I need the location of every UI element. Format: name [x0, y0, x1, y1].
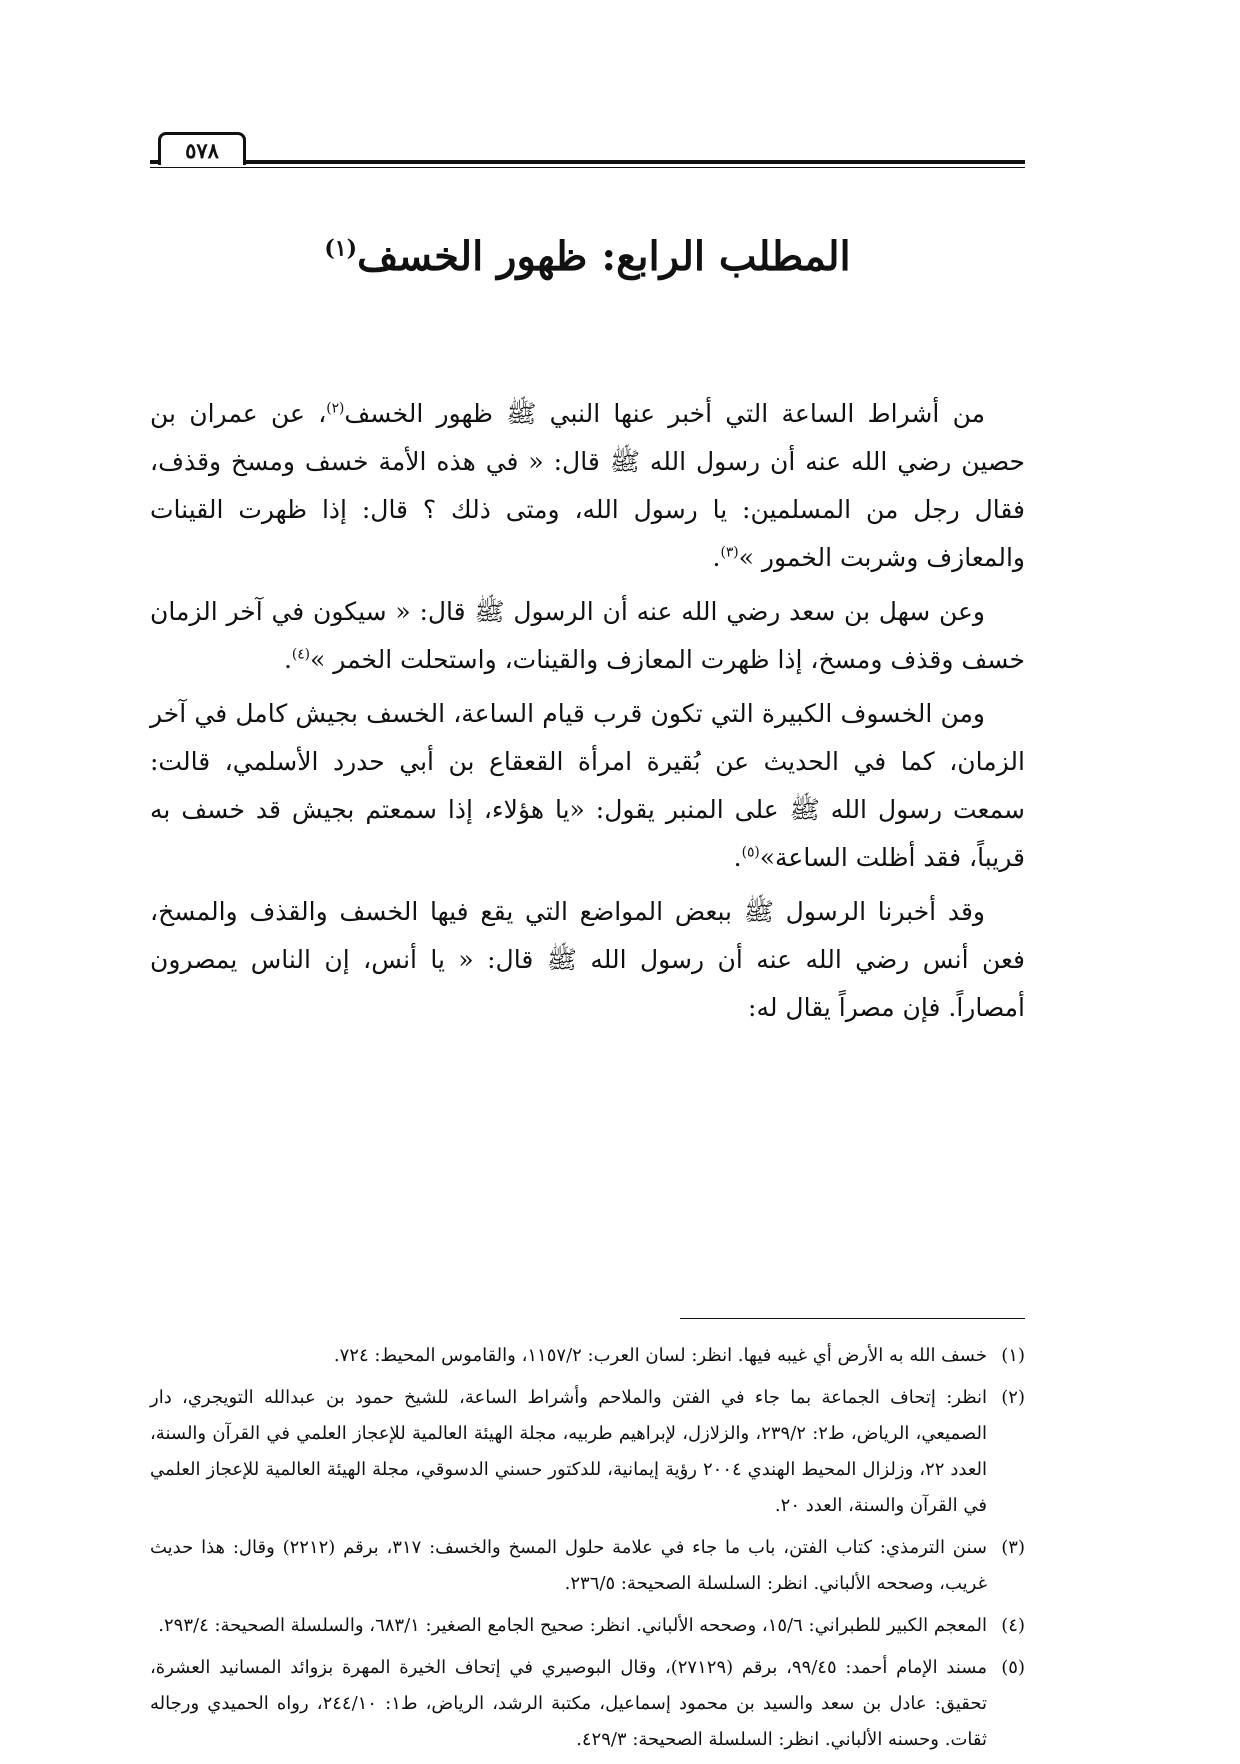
- footnote-text: انظر: إتحاف الجماعة بما جاء في الفتن والملاحم وأشراط الساعة، للشيخ حمود بن عبدالله التويجري، دار الصميعي، الرياض، ط٢: ٢٣٩/٢، والزلازل، لإبراهيم طربيه، مجلة الهيئة العالمية للإعجاز العلمي في القرآن والسنة، العدد ٢٢، وزلزال المحيط الهندي ٢٠٠٤ رؤية إيمانية، للدكتور حسني الدسوقي، مجلة الهيئة العالمية للإعجاز العلمي في القرآن والسنة، العدد ٢٠.: [150, 1387, 988, 1516]
- header-rule: [150, 160, 1025, 164]
- paragraph-1-part-a: من أشراط الساعة التي أخبر عنها النبي ﷺ ظهور الخسف: [344, 399, 985, 428]
- footnote-ref-3[interactable]: (٣): [720, 544, 739, 561]
- paragraph-3-part-a: ومن الخسوف الكبيرة التي تكون قرب قيام الساعة، الخسف بجيش كامل في آخر الزمان، كما في الحديث عن بُقيرة امرأة القعقاع بن أبي حدرد الأسلمي، قالت: سمعت رسول الله ﷺ على المنبر يقول: «يا هؤلاء، إذا سمعتم بجيش قد خسف به قريباً، فقد أظلت الساعة»: [150, 699, 1025, 872]
- footnote-2: [150, 1380, 1025, 1524]
- paragraph-2: [150, 588, 1025, 684]
- footnote-number: (١): [1001, 1345, 1025, 1366]
- footnote-ref-1[interactable]: (١): [324, 235, 357, 262]
- paragraph-2-part-b: .: [283, 645, 292, 674]
- footnotes: [150, 1338, 1025, 1764]
- footnote-ref-2[interactable]: (٢): [326, 400, 345, 417]
- footnote-ref-4[interactable]: (٤): [291, 646, 311, 663]
- main-text: [150, 390, 1025, 1038]
- footnote-number: (٥): [1001, 1657, 1025, 1678]
- paragraph-4: وقد أخبرنا الرسول ﷺ ببعض المواضع التي يقع فيها الخسف والقذف والمسخ، فعن أنس رضي الله عنه أن رسول الله ﷺ قال: « يا أنس، إن الناس يمصرون أمصاراً. فإن مصراً يقال له:: [150, 897, 1025, 1022]
- footnote-separator: [680, 1318, 1025, 1319]
- footnote-number: (٤): [1001, 1615, 1025, 1636]
- footnote-text: المعجم الكبير للطبراني: ١٥/٦، وصححه الألباني. انظر: صحيح الجامع الصغير: ٦٨٣/١، والسلسلة الصحيحة: ٢٩٣/٤.: [158, 1615, 987, 1636]
- footnote-3: [150, 1530, 1025, 1602]
- footnote-ref-5[interactable]: (٥): [741, 844, 760, 861]
- footnote-number: (٣): [1001, 1537, 1025, 1558]
- section-title: [150, 227, 1025, 287]
- footnote-5: [150, 1650, 1025, 1758]
- paragraph-2-part-a: وعن سهل بن سعد رضي الله عنه أن الرسول ﷺ قال: « سيكون في آخر الزمان خسف وقذف ومسخ، إذا ظهرت المعازف والقينات، واستحلت الخمر »: [150, 597, 1025, 674]
- paragraph-1: [150, 390, 1025, 582]
- footnote-number: (٢): [1001, 1387, 1025, 1408]
- paragraph-3: [150, 690, 1025, 882]
- footnote-text: خسف الله به الأرض أي غيبه فيها. انظر: لسان العرب: ١١٥٧/٢، والقاموس المحيط: ٧٢٤.: [333, 1345, 987, 1366]
- paragraph-3-part-b: .: [733, 843, 742, 872]
- footnote-text: مسند الإمام أحمد: ٩٩/٤٥، برقم (٢٧١٢٩)، وقال البوصيري في إتحاف الخيرة المهرة بزوائد المسانيد العشرة، تحقيق: عادل بن سعد والسيد بن محمود إسماعيل، مكتبة الرشد، الرياض، ط١: ٢٤٤/١٠، رواه الحميدي ورجاله ثقات. وحسنه الألباني. انظر: السلسلة الصحيحة: ٤٢٩/٣.: [150, 1657, 987, 1750]
- footnote-1: [150, 1338, 1025, 1374]
- footnote-text: سنن الترمذي: كتاب الفتن، باب ما جاء في علامة حلول المسخ والخسف: ٣١٧، برقم (٢٢١٢) وقال: هذا حديث غريب، وصححه الألباني. انظر: السلسلة الصحيحة: ٢٣٦/٥.: [150, 1537, 987, 1594]
- header-rule-thin: [150, 167, 1025, 168]
- footnote-4: [150, 1608, 1025, 1644]
- paragraph-1-part-b: ، عن عمران بن حصين رضي الله عنه أن رسول الله ﷺ قال: « في هذه الأمة خسف ومسخ وقذف، فقال رجل من المسلمين: يا رسول الله، ومتى ذلك ؟ قال: إذا ظهرت القينات والمعازف وشربت الخمور »: [150, 399, 1025, 572]
- page-header: [150, 120, 1025, 170]
- page-number: ٥٧٨: [158, 132, 246, 165]
- section-title-text: المطلب الرابع: ظهور الخسف: [357, 232, 851, 280]
- paragraph-1-part-c: .: [712, 543, 721, 572]
